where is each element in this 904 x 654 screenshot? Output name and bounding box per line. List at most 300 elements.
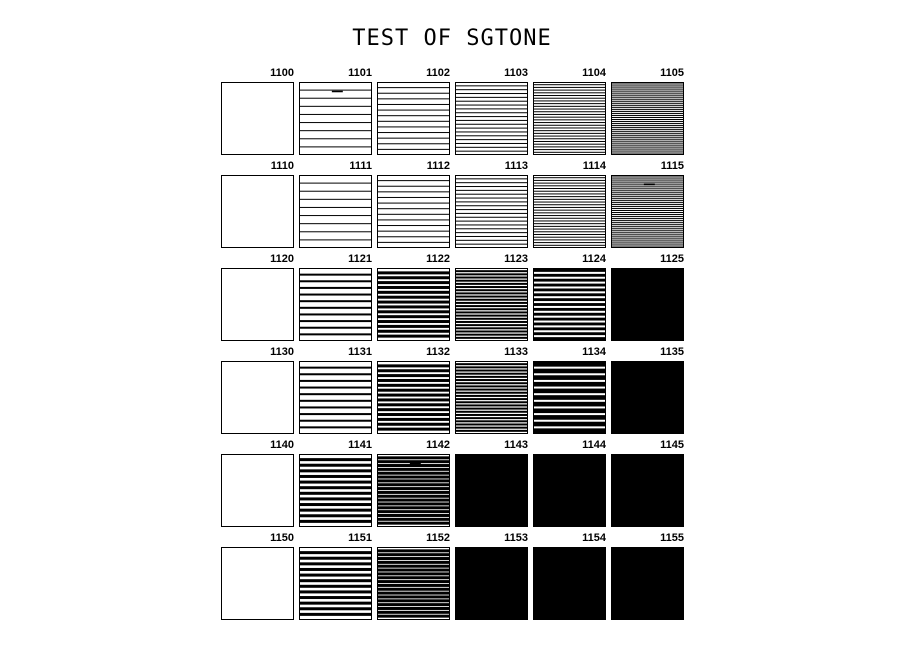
cell-fill: [221, 454, 294, 527]
hatch-line: [455, 139, 528, 140]
hatch-line: [533, 136, 606, 137]
tone-cell-1122: [377, 253, 450, 341]
hatch-line: [377, 271, 450, 274]
cell-fill: [299, 361, 372, 434]
hatch-line: [533, 117, 606, 118]
hatch-line: [533, 199, 606, 200]
hatch-line: [299, 146, 372, 147]
hatch-line: [455, 404, 528, 406]
hatch-line: [455, 414, 528, 416]
hatch-line: [455, 232, 528, 233]
hatch-line: [299, 551, 372, 554]
hatch-line: [533, 146, 606, 147]
hatch-line: [299, 426, 372, 428]
hatch-line: [377, 479, 450, 482]
cell-fill: [611, 82, 684, 155]
hatch-line: [455, 420, 528, 422]
hatch-line: [377, 369, 450, 372]
hatch-line: [455, 318, 528, 320]
hatch-line: [455, 337, 528, 339]
cell-label: 1123: [504, 253, 528, 265]
hatch-line: [455, 408, 528, 410]
hatch-line: [377, 572, 450, 575]
hatch-line: [377, 325, 450, 328]
hatch-line: [299, 138, 372, 139]
tone-cell-1150: [221, 532, 294, 620]
hatch-line: [299, 307, 372, 309]
tone-cell-1142: [377, 439, 450, 527]
hatch-line: [299, 223, 372, 224]
hatch-line: [455, 182, 528, 183]
hatch-line: [377, 518, 450, 521]
hatch-line: [377, 569, 450, 572]
tone-cell-1134: [533, 346, 607, 434]
cell-fill: [533, 268, 606, 341]
hatch-line: [377, 464, 450, 467]
cell-fill: [299, 268, 372, 341]
hatch-line: [377, 374, 450, 377]
hatch-line: [533, 122, 606, 123]
hatch-line: [377, 476, 450, 479]
stroke-artifact: [410, 463, 421, 465]
hatch-line: [299, 367, 372, 369]
hatch-line: [299, 387, 372, 389]
hatch-line: [455, 273, 528, 275]
tone-cell-1115: [611, 160, 684, 248]
cell-label: 1103: [504, 67, 528, 79]
hatch-line: [611, 83, 684, 84]
hatch-line: [299, 602, 372, 605]
cell-label: 1152: [426, 532, 450, 544]
hatch-line: [377, 231, 450, 232]
hatch-line: [377, 104, 450, 105]
tone-cell-1152: [377, 532, 450, 620]
hatch-line: [377, 522, 450, 525]
hatch-line: [377, 423, 450, 426]
hatch-line: [455, 417, 528, 419]
hatch-line: [299, 509, 372, 512]
cell-fill: [611, 454, 684, 527]
hatch-line: [299, 514, 372, 517]
hatch-line: [455, 324, 528, 326]
cell-fill: [455, 268, 528, 341]
cell-fill: [221, 547, 294, 620]
hatch-line: [299, 280, 372, 282]
hatch-line: [611, 234, 684, 235]
hatch-line: [299, 469, 372, 472]
hatch-line: [299, 333, 372, 335]
hatch-line: [377, 592, 450, 595]
hatch-line: [299, 199, 372, 200]
hatch-line: [377, 413, 450, 416]
cell-fill: [611, 268, 684, 341]
hatch-line: [455, 224, 528, 225]
tone-cell-1112: [377, 160, 450, 248]
hatch-line: [299, 503, 372, 506]
hatch-line: [533, 226, 606, 227]
hatch-line: [455, 286, 528, 288]
hatch-line: [455, 376, 528, 378]
cell-fill: [533, 454, 606, 527]
hatch-line: [611, 135, 684, 136]
hatch-line: [455, 178, 528, 179]
hatch-line: [455, 385, 528, 387]
hatch-line: [611, 109, 684, 110]
hatch-line: [533, 127, 606, 128]
hatch-line: [455, 327, 528, 329]
hatch-line: [455, 236, 528, 237]
cell-label: 1111: [349, 160, 372, 172]
hatch-line: [611, 246, 684, 247]
cell-label: 1122: [426, 253, 450, 265]
hatch-line: [611, 222, 684, 223]
hatch-line: [299, 239, 372, 240]
hatch-line: [377, 98, 450, 99]
hatch-line: [533, 188, 606, 189]
cell-label: 1150: [270, 532, 294, 544]
hatch-line: [611, 123, 684, 124]
cell-label: 1101: [348, 67, 372, 79]
hatch-line: [533, 220, 606, 221]
hatch-line: [377, 510, 450, 513]
hatch-line: [611, 141, 684, 142]
hatch-line: [299, 486, 372, 489]
hatch-line: [299, 373, 372, 375]
hatch-line: [377, 149, 450, 150]
hatch-line: [611, 226, 684, 227]
hatch-line: [611, 129, 684, 130]
hatch-line: [455, 128, 528, 129]
hatch-line: [455, 398, 528, 400]
tone-cell-1155: [611, 532, 684, 620]
hatch-line: [455, 221, 528, 222]
page-title: TEST OF SGTONE: [352, 26, 552, 51]
hatch-line: [377, 276, 450, 279]
hatch-line: [533, 111, 606, 112]
hatch-line: [455, 217, 528, 218]
hatch-line: [377, 281, 450, 284]
hatch-line: [611, 238, 684, 239]
hatch-line: [377, 389, 450, 392]
hatch-line: [299, 568, 372, 571]
hatch-line: [611, 182, 684, 183]
hatch-line: [611, 89, 684, 90]
cell-label: 1120: [270, 253, 294, 265]
hatch-line: [533, 152, 606, 153]
cell-label: 1151: [348, 532, 372, 544]
hatch-line: [299, 122, 372, 123]
hatch-line: [455, 366, 528, 368]
hatch-line: [611, 180, 684, 181]
hatch-line: [455, 277, 528, 279]
hatch-line: [611, 218, 684, 219]
hatch-line: [455, 379, 528, 381]
tone-cell-1103: [455, 67, 528, 155]
hatch-line: [377, 403, 450, 406]
hatch-line: [377, 506, 450, 509]
hatch-line: [611, 210, 684, 211]
cell-label: 1140: [270, 439, 294, 451]
hatch-line: [533, 406, 606, 408]
hatch-line: [533, 242, 606, 243]
hatch-line: [611, 188, 684, 189]
cell-fill: [611, 361, 684, 434]
cell-label: 1155: [660, 532, 684, 544]
hatch-line: [455, 280, 528, 282]
hatch-line: [377, 180, 450, 181]
hatch-line: [377, 286, 450, 289]
hatch-line: [533, 87, 606, 88]
cell-label: 1132: [426, 346, 450, 358]
hatch-line: [533, 204, 606, 205]
hatch-line: [377, 514, 450, 517]
hatch-line: [533, 215, 606, 216]
tone-cell-1111: [299, 160, 372, 248]
hatch-line: [611, 137, 684, 138]
hatch-line: [377, 565, 450, 568]
tone-cell-1130: [221, 346, 294, 434]
hatch-line: [377, 483, 450, 486]
hatch-line: [455, 147, 528, 148]
hatch-line: [533, 210, 606, 211]
cell-label: 1133: [504, 346, 528, 358]
cell-label: 1125: [660, 253, 684, 265]
hatch-line: [377, 242, 450, 243]
hatch-line: [377, 236, 450, 237]
hatch-line: [611, 202, 684, 203]
hatch-line: [611, 147, 684, 148]
hatch-line: [611, 206, 684, 207]
hatch-line: [611, 190, 684, 191]
cell-label: 1135: [660, 346, 684, 358]
hatch-line: [611, 103, 684, 104]
hatch-line: [377, 305, 450, 308]
hatch-line: [299, 492, 372, 495]
hatch-line: [377, 115, 450, 116]
hatch-line: [377, 460, 450, 463]
hatch-line: [377, 603, 450, 606]
hatch-line: [455, 292, 528, 294]
hatch-line: [611, 113, 684, 114]
hatch-line: [455, 423, 528, 425]
hatch-line: [611, 153, 684, 154]
hatch-line: [611, 149, 684, 150]
hatch-line: [299, 300, 372, 302]
hatch-line: [611, 99, 684, 100]
hatch-line: [533, 100, 606, 101]
hatch-line: [533, 109, 606, 110]
hatch-line: [455, 201, 528, 202]
hatch-line: [299, 400, 372, 402]
hatch-line: [611, 119, 684, 120]
hatch-line: [455, 112, 528, 113]
hatch-line: [611, 228, 684, 229]
cell-label: 1141: [348, 439, 372, 451]
hatch-line: [611, 125, 684, 126]
hatch-line: [533, 231, 606, 232]
tone-cell-1125: [611, 253, 684, 341]
hatch-line: [533, 282, 606, 284]
hatch-line: [611, 145, 684, 146]
hatch-line: [455, 190, 528, 191]
hatch-line: [533, 229, 606, 230]
hatch-line: [377, 225, 450, 226]
hatch-line: [533, 234, 606, 235]
hatch-line: [455, 289, 528, 291]
tone-cell-1145: [611, 439, 684, 527]
hatch-line: [377, 588, 450, 591]
hatch-line: [533, 272, 606, 274]
hatch-line: [377, 584, 450, 587]
tone-cell-1124: [533, 253, 607, 341]
hatch-line: [455, 363, 528, 365]
hatch-line: [533, 393, 606, 395]
hatch-line: [377, 607, 450, 610]
cell-label: 1124: [582, 253, 606, 265]
hatch-line: [611, 224, 684, 225]
tone-cell-1121: [299, 253, 372, 341]
cell-fill: [221, 175, 294, 248]
hatch-line: [611, 242, 684, 243]
hatch-line: [377, 394, 450, 397]
hatch-line: [533, 237, 606, 238]
hatch-line: [533, 90, 606, 91]
hatch-line: [455, 151, 528, 152]
hatch-line: [377, 408, 450, 411]
hatch-line: [611, 139, 684, 140]
hatch-line: [377, 203, 450, 204]
hatch-line: [533, 130, 606, 131]
tone-cell-1144: [533, 439, 607, 527]
hatch-line: [299, 207, 372, 208]
hatch-line: [533, 311, 606, 313]
hatch-line: [299, 520, 372, 523]
hatch-line: [377, 580, 450, 583]
hatch-line: [455, 311, 528, 313]
hatch-line: [299, 458, 372, 461]
tone-cell-1153: [455, 532, 528, 620]
hatch-line: [377, 93, 450, 94]
hatch-line: [533, 387, 606, 389]
hatch-line: [533, 144, 606, 145]
cell-fill: [455, 547, 528, 620]
hatch-line: [611, 87, 684, 88]
hatch-line: [455, 370, 528, 372]
hatch-line: [455, 116, 528, 117]
tone-cell-1102: [377, 67, 450, 155]
hatch-line: [377, 132, 450, 133]
hatch-line: [377, 301, 450, 304]
hatch-line: [455, 302, 528, 304]
hatch-line: [455, 89, 528, 90]
hatch-line: [377, 208, 450, 209]
cell-label: 1134: [582, 346, 606, 358]
hatch-line: [299, 313, 372, 315]
hatch-line: [455, 124, 528, 125]
hatch-line: [455, 270, 528, 272]
hatch-line: [299, 579, 372, 582]
cell-label: 1113: [504, 160, 528, 172]
hatch-line: [299, 320, 372, 322]
cell-label: 1112: [426, 160, 450, 172]
hatch-line: [611, 143, 684, 144]
hatch-line: [299, 130, 372, 131]
hatch-line: [377, 138, 450, 139]
hatch-line: [299, 380, 372, 382]
hatch-line: [533, 296, 606, 298]
hatch-line: [611, 111, 684, 112]
hatch-line: [533, 316, 606, 318]
hatch-line: [533, 119, 606, 120]
cell-fill: [533, 547, 606, 620]
hatch-line: [455, 205, 528, 206]
hatch-line: [533, 95, 606, 96]
hatch-line: [455, 120, 528, 121]
tone-cell-1101: [299, 67, 372, 155]
hatch-line: [299, 287, 372, 289]
cell-fill: [221, 361, 294, 434]
hatch-line: [611, 194, 684, 195]
cell-fill: [299, 82, 372, 155]
hatch-line: [299, 475, 372, 478]
hatch-line: [377, 335, 450, 338]
hatch-line: [377, 495, 450, 498]
cell-label: 1145: [660, 439, 684, 451]
hatch-line: [455, 427, 528, 429]
hatch-line: [377, 219, 450, 220]
hatch-line: [377, 468, 450, 471]
hatch-line: [611, 117, 684, 118]
hatch-line: [299, 596, 372, 599]
hatch-line: [611, 196, 684, 197]
tone-cell-1131: [299, 346, 372, 434]
cell-label: 1143: [504, 439, 528, 451]
hatch-line: [455, 244, 528, 245]
hatch-line: [455, 308, 528, 310]
hatch-line: [611, 133, 684, 134]
hatch-line: [377, 599, 450, 602]
tone-cell-1120: [221, 253, 294, 341]
cell-label: 1121: [348, 253, 372, 265]
hatch-line: [299, 231, 372, 232]
hatch-line: [455, 392, 528, 394]
hatch-line: [533, 367, 606, 369]
hatch-line: [533, 212, 606, 213]
hatch-line: [533, 183, 606, 184]
hatch-line: [299, 590, 372, 593]
cell-label: 1104: [582, 67, 606, 79]
hatch-line: [611, 131, 684, 132]
hatch-line: [455, 209, 528, 210]
hatch-line: [455, 283, 528, 285]
cell-fill: [299, 175, 372, 248]
hatch-line: [533, 301, 606, 303]
hatch-line: [533, 202, 606, 203]
hatch-line: [299, 215, 372, 216]
hatch-line: [299, 393, 372, 395]
hatch-line: [533, 125, 606, 126]
hatch-line: [377, 615, 450, 618]
hatch-line: [533, 103, 606, 104]
hatch-line: [455, 240, 528, 241]
hatch-line: [611, 244, 684, 245]
hatch-line: [377, 296, 450, 299]
hatch-line: [455, 135, 528, 136]
tone-cell-1123: [455, 253, 528, 341]
hatch-line: [533, 98, 606, 99]
hatch-line: [611, 121, 684, 122]
cell-label: 1115: [660, 160, 684, 172]
